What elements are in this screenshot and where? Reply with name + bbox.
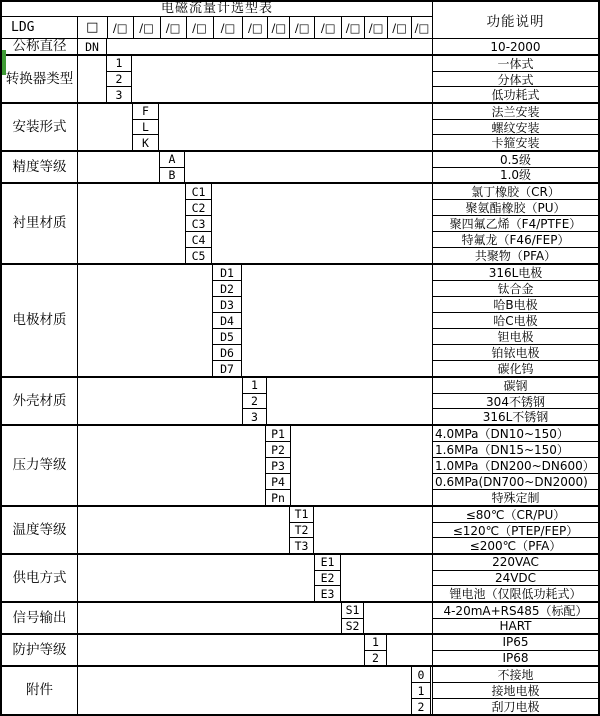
desc-column bbox=[432, 104, 598, 150]
code-cell: 1 bbox=[365, 635, 386, 651]
desc-cell: 1.0级 bbox=[499, 168, 532, 182]
desc-cell: 低功耗式 bbox=[491, 88, 540, 103]
function-column-header: 功能说明 bbox=[432, 2, 598, 38]
header-block bbox=[2, 2, 598, 38]
spacer bbox=[159, 104, 433, 150]
desc-column bbox=[432, 265, 598, 376]
desc-cell: 接地电极 bbox=[433, 683, 598, 699]
section-label: 安装形式 bbox=[2, 104, 78, 150]
code-cell: DN bbox=[85, 39, 99, 54]
spacer bbox=[132, 56, 433, 102]
spacer bbox=[78, 56, 107, 102]
section-accuracy-class bbox=[2, 150, 598, 182]
spacer bbox=[78, 555, 315, 601]
spacer bbox=[314, 507, 433, 553]
code-cell: P4 bbox=[266, 474, 290, 490]
code-cell: C3 bbox=[186, 216, 211, 232]
spacer bbox=[78, 635, 365, 665]
desc-column bbox=[432, 184, 598, 263]
code-cell: 1 bbox=[107, 56, 131, 72]
code-cell: 3 bbox=[115, 87, 123, 102]
section-lining-material bbox=[2, 182, 598, 263]
code-cell: C4 bbox=[186, 232, 211, 248]
section-nominal-diameter bbox=[2, 38, 598, 54]
model-slot: /□ bbox=[214, 17, 244, 38]
section-label: 压力等级 bbox=[2, 426, 78, 505]
model-slot: /□ bbox=[161, 17, 187, 38]
section-label: 电极材质 bbox=[2, 265, 78, 376]
code-cell: T2 bbox=[290, 523, 313, 539]
desc-cell: 哈C电极 bbox=[433, 313, 598, 329]
section-pressure-class bbox=[2, 424, 598, 505]
desc-cell: 碳化钨 bbox=[497, 362, 534, 376]
model-slot: /□ bbox=[187, 17, 214, 38]
desc-cell: HART bbox=[499, 618, 532, 633]
code-cell: D2 bbox=[213, 281, 241, 297]
desc-cell: IP68 bbox=[502, 650, 529, 665]
code-cell: Pn bbox=[271, 490, 285, 505]
model-code-row bbox=[2, 17, 432, 38]
desc-cell: 220VAC bbox=[433, 555, 598, 571]
spacer bbox=[364, 603, 433, 633]
section-housing-material bbox=[2, 376, 598, 424]
section-converter-type bbox=[2, 54, 598, 102]
desc-cell: 10-2000 bbox=[490, 39, 541, 54]
spacer bbox=[242, 265, 433, 376]
model-prefix: LDG bbox=[2, 17, 78, 38]
section-label: 附件 bbox=[2, 667, 78, 714]
desc-cell: 螺纹安装 bbox=[433, 120, 598, 136]
section-accessories bbox=[2, 665, 598, 714]
code-cell: B bbox=[168, 167, 176, 182]
section-electrode-material bbox=[2, 263, 598, 376]
code-cell: D5 bbox=[213, 329, 241, 345]
code-cell: 0 bbox=[412, 667, 430, 683]
spacer bbox=[78, 152, 160, 182]
code-cell: 2 bbox=[372, 650, 379, 665]
model-slot: /□ bbox=[268, 17, 290, 38]
section-label: 信号输出 bbox=[2, 603, 78, 633]
code-cell: T1 bbox=[290, 507, 313, 523]
code-cell: A bbox=[160, 152, 184, 168]
scan-artifact-green bbox=[2, 50, 6, 75]
desc-cell: 法兰安装 bbox=[433, 104, 598, 120]
header-left bbox=[2, 2, 432, 38]
code-cell: L bbox=[133, 120, 158, 136]
code-cell: C2 bbox=[186, 200, 211, 216]
desc-column bbox=[432, 152, 598, 182]
section-label: 外壳材质 bbox=[2, 378, 78, 424]
spacer bbox=[78, 667, 412, 714]
desc-cell: 1.6MPa（DN15~150） bbox=[433, 442, 598, 458]
code-cell: P1 bbox=[266, 426, 290, 442]
code-cell: S2 bbox=[345, 618, 360, 633]
spacer bbox=[78, 378, 243, 424]
desc-cell: 4-20mA+RS485（标配） bbox=[433, 603, 598, 619]
desc-cell: 哈B电极 bbox=[433, 297, 598, 313]
desc-cell: 钛合金 bbox=[433, 281, 598, 297]
spacer bbox=[185, 152, 433, 182]
section-label: 温度等级 bbox=[2, 507, 78, 553]
model-slot: /□ bbox=[365, 17, 388, 38]
code-cell: E2 bbox=[315, 571, 340, 587]
section-label: 公称直径 bbox=[2, 39, 78, 54]
code-cell: D4 bbox=[213, 313, 241, 329]
desc-cell: ≤200℃（PFA） bbox=[469, 539, 562, 554]
spacer bbox=[78, 104, 133, 150]
spacer bbox=[291, 426, 433, 505]
model-slot: /□ bbox=[342, 17, 365, 38]
desc-cell: 特氟龙（F46/FEP） bbox=[433, 232, 598, 248]
model-slot: /□ bbox=[134, 17, 161, 38]
desc-cell: 0.5级 bbox=[433, 152, 598, 168]
desc-column bbox=[432, 426, 598, 505]
desc-cell: IP65 bbox=[433, 635, 598, 651]
desc-column bbox=[432, 635, 598, 665]
section-label: 防护等级 bbox=[2, 635, 78, 665]
section-installation-type bbox=[2, 102, 598, 150]
code-cell: 2 bbox=[417, 699, 425, 714]
model-box-placeholder: □ bbox=[78, 17, 108, 38]
desc-column bbox=[432, 39, 598, 54]
spacer bbox=[78, 265, 213, 376]
desc-cell: 24VDC bbox=[433, 571, 598, 587]
code-cell: E3 bbox=[320, 586, 335, 601]
desc-cell: 不接地 bbox=[433, 667, 598, 683]
section-label: 精度等级 bbox=[2, 152, 78, 182]
code-cell: P2 bbox=[266, 442, 290, 458]
desc-column bbox=[432, 603, 598, 633]
spacer bbox=[78, 184, 186, 263]
desc-column bbox=[432, 667, 598, 714]
desc-cell: 0.6MPa(DN700~DN2000) bbox=[433, 474, 598, 490]
code-cell: S1 bbox=[342, 603, 363, 619]
model-slot: /□ bbox=[388, 17, 412, 38]
section-label: 衬里材质 bbox=[2, 184, 78, 263]
spacer bbox=[107, 39, 433, 54]
spacer bbox=[267, 378, 433, 424]
code-cell: 3 bbox=[251, 409, 258, 424]
desc-cell: 钽电极 bbox=[433, 329, 598, 345]
code-cell: F bbox=[133, 104, 158, 120]
desc-cell: 特殊定制 bbox=[491, 491, 540, 505]
spacer bbox=[341, 555, 433, 601]
section-label: 供电方式 bbox=[2, 555, 78, 601]
desc-column bbox=[432, 56, 598, 102]
desc-cell: 316L电极 bbox=[433, 265, 598, 281]
code-cell: 2 bbox=[243, 394, 266, 410]
section-power-supply bbox=[2, 553, 598, 601]
desc-cell: 铂铱电极 bbox=[433, 345, 598, 361]
desc-cell: 分体式 bbox=[433, 72, 598, 88]
desc-cell: 1.0MPa（DN200~DN600） bbox=[433, 458, 598, 474]
spacer bbox=[212, 184, 433, 263]
code-cell: C5 bbox=[191, 248, 206, 263]
section-temperature-class bbox=[2, 505, 598, 553]
desc-cell: ≤120℃（PTEP/FEP） bbox=[433, 523, 598, 539]
code-cell: E1 bbox=[315, 555, 340, 571]
section-protection-class bbox=[2, 633, 598, 665]
desc-column bbox=[432, 555, 598, 601]
code-cell: K bbox=[142, 135, 149, 150]
desc-cell: ≤80℃（CR/PU） bbox=[433, 507, 598, 523]
code-cell: D7 bbox=[220, 361, 234, 376]
desc-cell: 聚四氟乙烯（F4/PTFE） bbox=[433, 216, 598, 232]
desc-column bbox=[432, 378, 598, 424]
code-cell: 1 bbox=[412, 683, 430, 699]
section-signal-output bbox=[2, 601, 598, 633]
desc-cell: 锂电池（仅限低功耗式） bbox=[449, 587, 582, 602]
model-slot: /□ bbox=[315, 17, 342, 38]
desc-column bbox=[432, 507, 598, 553]
desc-cell: 316L不锈钢 bbox=[482, 410, 549, 425]
code-cell: C1 bbox=[186, 184, 211, 200]
model-slot: /□ bbox=[108, 17, 134, 38]
code-cell: 1 bbox=[243, 378, 266, 394]
spacer bbox=[78, 426, 266, 505]
code-cell: P3 bbox=[266, 458, 290, 474]
desc-cell: 卡箍安装 bbox=[491, 136, 540, 151]
section-label: 转换器类型 bbox=[2, 56, 78, 102]
desc-cell: 304不锈钢 bbox=[433, 394, 598, 410]
spacer bbox=[387, 635, 433, 665]
desc-cell: 4.0MPa（DN10~150） bbox=[433, 426, 598, 442]
code-cell: T3 bbox=[294, 538, 309, 553]
desc-cell: 刮刀电极 bbox=[491, 700, 540, 714]
code-cell: D1 bbox=[213, 265, 241, 281]
desc-cell: 一体式 bbox=[433, 56, 598, 72]
model-slot: /□ bbox=[243, 17, 268, 38]
model-slot: /□ bbox=[290, 17, 315, 38]
page-title: 电磁流量计选型表 bbox=[2, 2, 432, 17]
code-cell: 2 bbox=[107, 72, 131, 88]
spacer bbox=[78, 603, 342, 633]
code-cell: D3 bbox=[213, 297, 241, 313]
desc-cell: 氯丁橡胶（CR） bbox=[433, 184, 598, 200]
spacer bbox=[78, 507, 290, 553]
desc-cell: 共聚物（PFA） bbox=[474, 249, 557, 263]
desc-cell: 聚氨酯橡胶（PU） bbox=[433, 200, 598, 216]
model-slot: /□ bbox=[414, 20, 430, 35]
code-cell: D6 bbox=[213, 345, 241, 361]
desc-cell: 碳钢 bbox=[433, 378, 598, 394]
